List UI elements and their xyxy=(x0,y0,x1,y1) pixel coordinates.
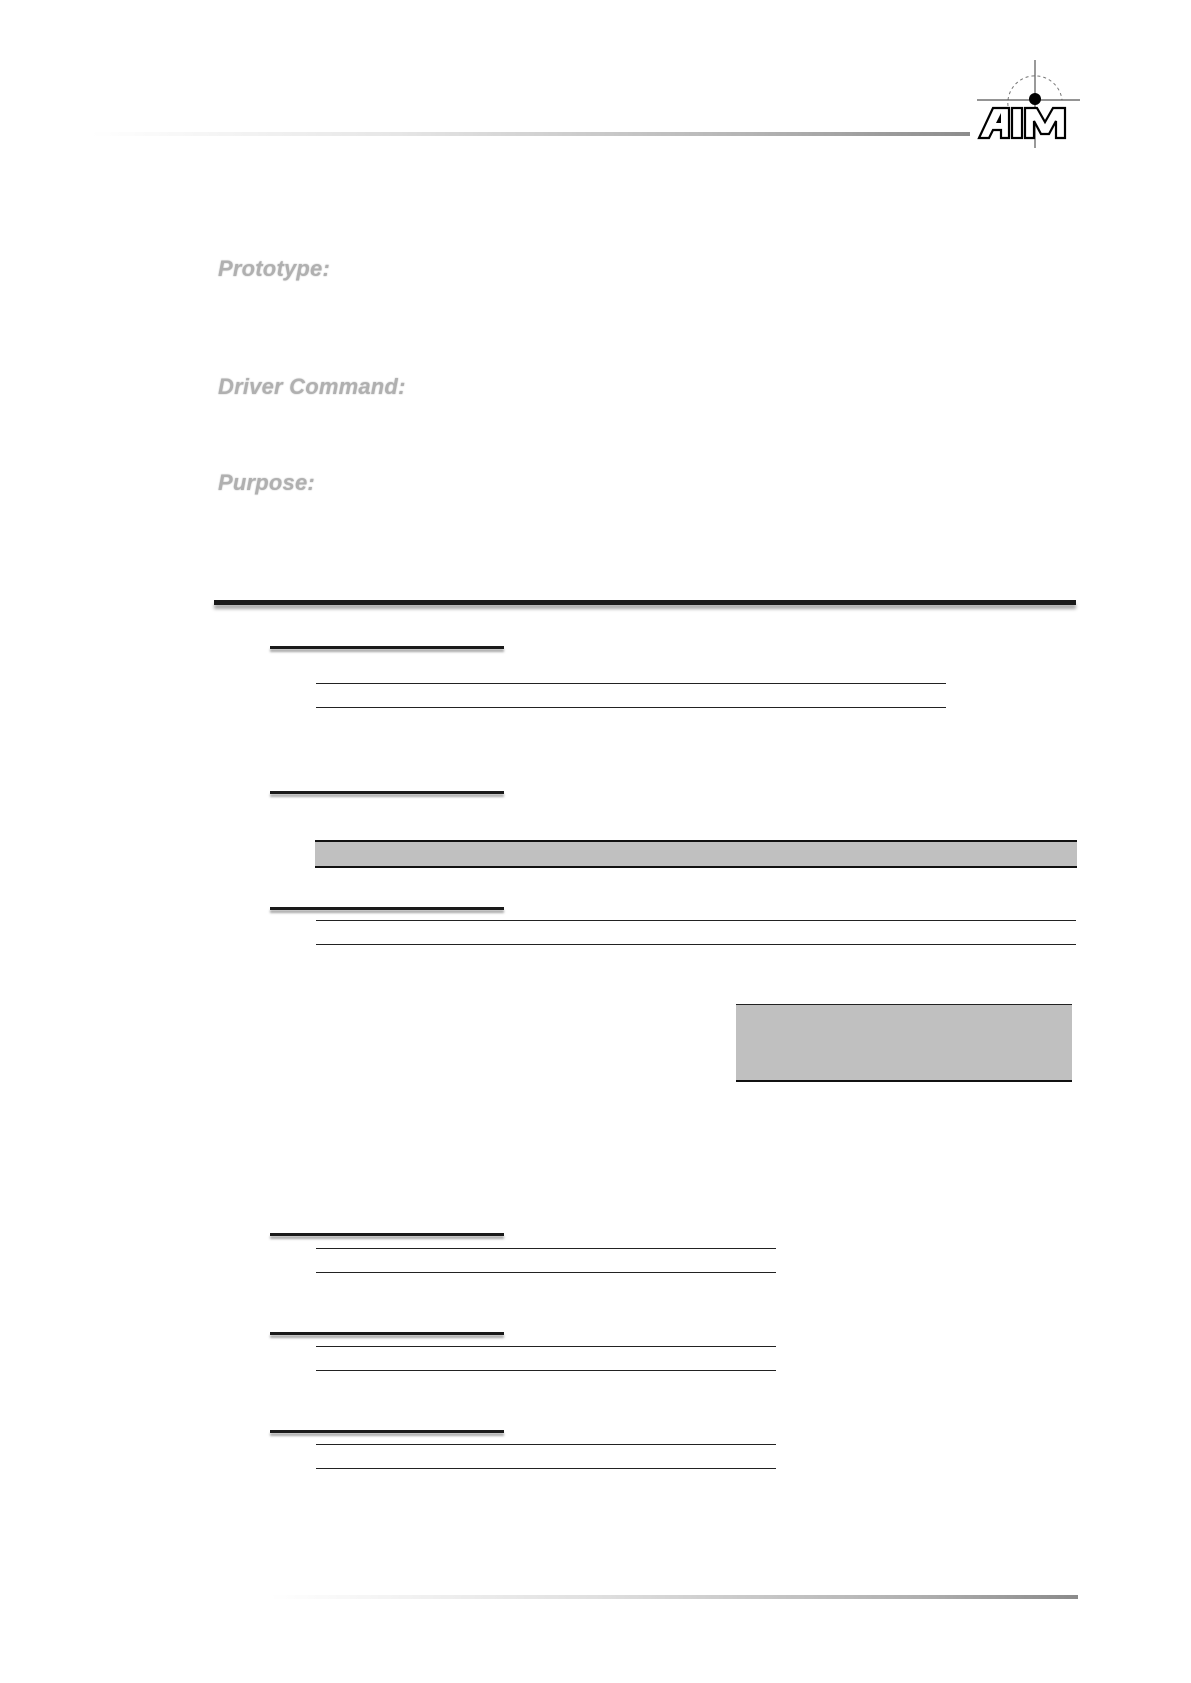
aim-logo xyxy=(975,58,1085,150)
table-rule-bottom-4 xyxy=(316,1272,776,1273)
heading-underline-6 xyxy=(270,1430,504,1433)
crosshair-target-icon xyxy=(975,58,1085,150)
table-rule-bottom-6 xyxy=(316,1468,776,1469)
heading-underline-5 xyxy=(270,1332,504,1335)
footer-rule xyxy=(270,1595,1078,1599)
prototype-label: Prototype: xyxy=(218,256,330,281)
table-rule-bottom-3 xyxy=(316,944,1076,945)
heading-underline-1 xyxy=(270,646,504,649)
driver-command-label: Driver Command: xyxy=(218,374,406,399)
table-rule-bottom-5 xyxy=(316,1370,776,1371)
table-header-bar xyxy=(315,840,1077,868)
table-rule-bottom-1 xyxy=(316,707,946,708)
table-rule-top-4 xyxy=(316,1248,776,1249)
heading-underline-4 xyxy=(270,1233,504,1236)
purpose-label: Purpose: xyxy=(218,470,315,495)
heading-underline-3 xyxy=(270,907,504,910)
header-rule xyxy=(90,132,970,136)
table-rule-top-1 xyxy=(316,683,946,684)
main-divider xyxy=(214,600,1076,605)
heading-underline-2 xyxy=(270,791,504,794)
table-rule-top-5 xyxy=(316,1346,776,1347)
table-header-box xyxy=(736,1004,1072,1082)
table-rule-top-6 xyxy=(316,1444,776,1445)
table-rule-top-3 xyxy=(316,920,1076,921)
